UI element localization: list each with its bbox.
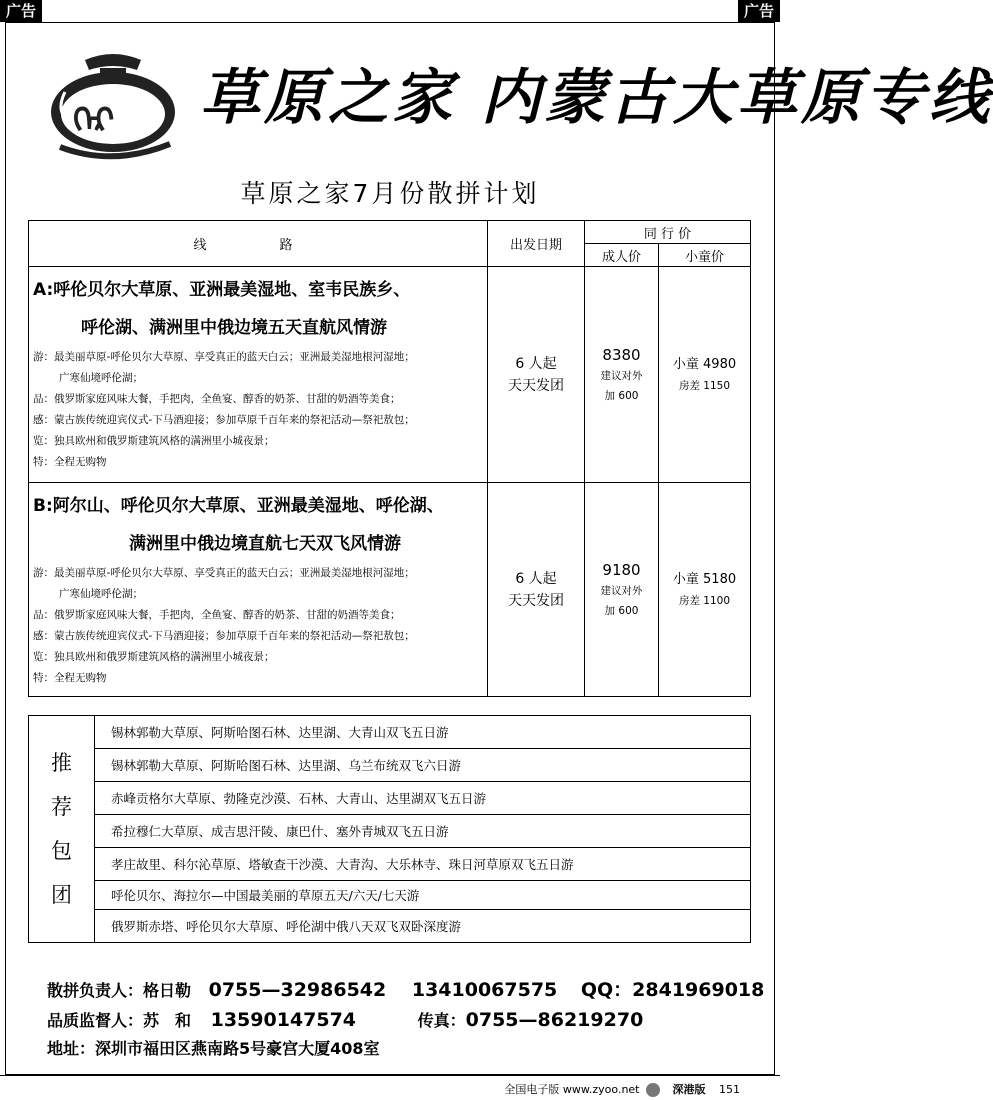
- adult-price-cell: 9180 建议对外 加 600: [585, 483, 659, 697]
- table-row: [29, 267, 751, 483]
- contact-supervisor: 品质监督人：苏 和 13590147574 传真：0755—86219270: [47, 1009, 644, 1031]
- departure-cell: 6 人起 天天发团: [488, 483, 585, 697]
- supervisor-phone: 13590147574: [210, 1009, 357, 1031]
- recommend-item: 希拉穆仁大草原、成吉思汗陵、康巴什、塞外青城双飞五日游: [95, 815, 751, 848]
- recommend-item: 赤峰贡格尔大草原、勃隆克沙漠、石林、大青山、达里湖双飞五日游: [95, 782, 751, 815]
- schedule-table: [28, 220, 751, 697]
- list-item: [29, 749, 751, 782]
- footer-divider: [0, 1075, 780, 1076]
- globe-icon: [646, 1083, 660, 1097]
- ad-label-left: 广告: [0, 0, 42, 22]
- child-price-cell: 小童 4980 房差 1150: [659, 267, 751, 483]
- recommend-table: [28, 715, 751, 943]
- route-description: 游：最美丽草原-呼伦贝尔大草原、享受真正的蓝天白云；亚洲最美湿地根河湿地； 广寒仙境呼伦湖； 品：俄罗斯家庭风味大餐，手把肉，全鱼宴、醇香的奶茶、甘甜的奶酒等美食； 感：蒙古族传统迎宾仪式-下马酒迎接；参加草原千百年来的祭祀活动—祭祀敖包； 览：独具欧州和俄罗斯建筑风格的满洲里小城夜景； 特：全程无购物: [33, 351, 415, 468]
- footer-edition: 深港版: [672, 1083, 706, 1096]
- adult-price-cell: 8380 建议对外 加 600: [585, 267, 659, 483]
- ad-label-right: 广告: [738, 0, 780, 22]
- table-row: [29, 483, 751, 697]
- page-number: 151: [719, 1083, 740, 1096]
- svg-text:ᠬᠡᠷ: ᠬᠡᠷ: [73, 101, 115, 141]
- mobile-number: 13410067575: [411, 979, 558, 1001]
- route-cell: [29, 483, 488, 697]
- list-item: [29, 848, 751, 881]
- list-item: [29, 716, 751, 749]
- departure-header: 出发日期: [488, 221, 585, 267]
- list-item: [29, 910, 751, 943]
- list-item: [29, 782, 751, 815]
- contact-manager: 散拼负责人：格日勒 0755—32986542 13410067575 QQ：2841969018: [47, 979, 765, 1001]
- route-title: 呼伦湖、满洲里中俄边境五天直航风情游: [81, 318, 387, 338]
- route-title: A:呼伦贝尔大草原、亚洲最美湿地、室韦民族乡、: [33, 280, 411, 300]
- child-price-cell: 小童 5180 房差 1100: [659, 483, 751, 697]
- route-description: 游：最美丽草原-呼伦贝尔大草原、享受真正的蓝天白云；亚洲最美湿地根河湿地； 广寒仙境呼伦湖； 品：俄罗斯家庭风味大餐，手把肉，全鱼宴、醇香的奶茶、甘甜的奶酒等美食； 感：蒙古族传统迎宾仪式-下马酒迎接；参加草原千百年来的祭祀活动—祭祀敖包； 览：独具欧州和俄罗斯建筑风格的满洲里小城夜景； 特：全程无购物: [33, 567, 415, 684]
- recommend-item: 锡林郭勒大草原、阿斯哈图石林、达里湖、乌兰布统双飞六日游: [95, 749, 751, 782]
- brand-logo-icon: [45, 52, 180, 162]
- footer-site: 全国电子版 www.zyoo.net: [504, 1083, 640, 1096]
- route-cell: [29, 267, 488, 483]
- route-title: B:阿尔山、呼伦贝尔大草原、亚洲最美湿地、呼伦湖、: [33, 496, 444, 516]
- route-title: 满洲里中俄边境直航七天双飞风情游: [129, 534, 401, 554]
- contact-address: 地址：深圳市福田区燕南路5号豪宫大厦408室: [47, 1039, 380, 1058]
- recommend-item: 锡林郭勒大草原、阿斯哈图石林、达里湖、大青山双飞五日游: [95, 716, 751, 749]
- peer-price-header: 同 行 价: [585, 221, 751, 244]
- recommend-item: 俄罗斯赤塔、呼伦贝尔大草原、呼伦湖中俄八天双飞双卧深度游: [95, 910, 751, 943]
- recommend-item: 孝庄故里、科尔沁草原、塔敏查干沙漠、大青沟、大乐林寺、珠日河草原双飞五日游: [95, 848, 751, 881]
- departure-cell: 6 人起 天天发团: [488, 267, 585, 483]
- brand-title: 草原之家 内蒙古大草原专线: [200, 63, 993, 133]
- recommend-header: 推 荐 包 团: [29, 716, 95, 943]
- plan-title: 草原之家7月份散拼计划: [240, 179, 540, 208]
- list-item: [29, 815, 751, 848]
- qq-number: 2841969018: [632, 979, 765, 1001]
- adult-price-header: 成人价: [585, 244, 659, 267]
- phone-number: 0755—32986542: [208, 979, 387, 1001]
- route-header: 线 路: [29, 221, 488, 267]
- fax-number: 0755—86219270: [465, 1009, 644, 1031]
- child-price-header: 小童价: [659, 244, 751, 267]
- page-footer: [504, 1081, 740, 1097]
- recommend-item: 呼伦贝尔、海拉尔—中国最美丽的草原五天/六天/七天游: [95, 881, 751, 910]
- list-item: [29, 881, 751, 910]
